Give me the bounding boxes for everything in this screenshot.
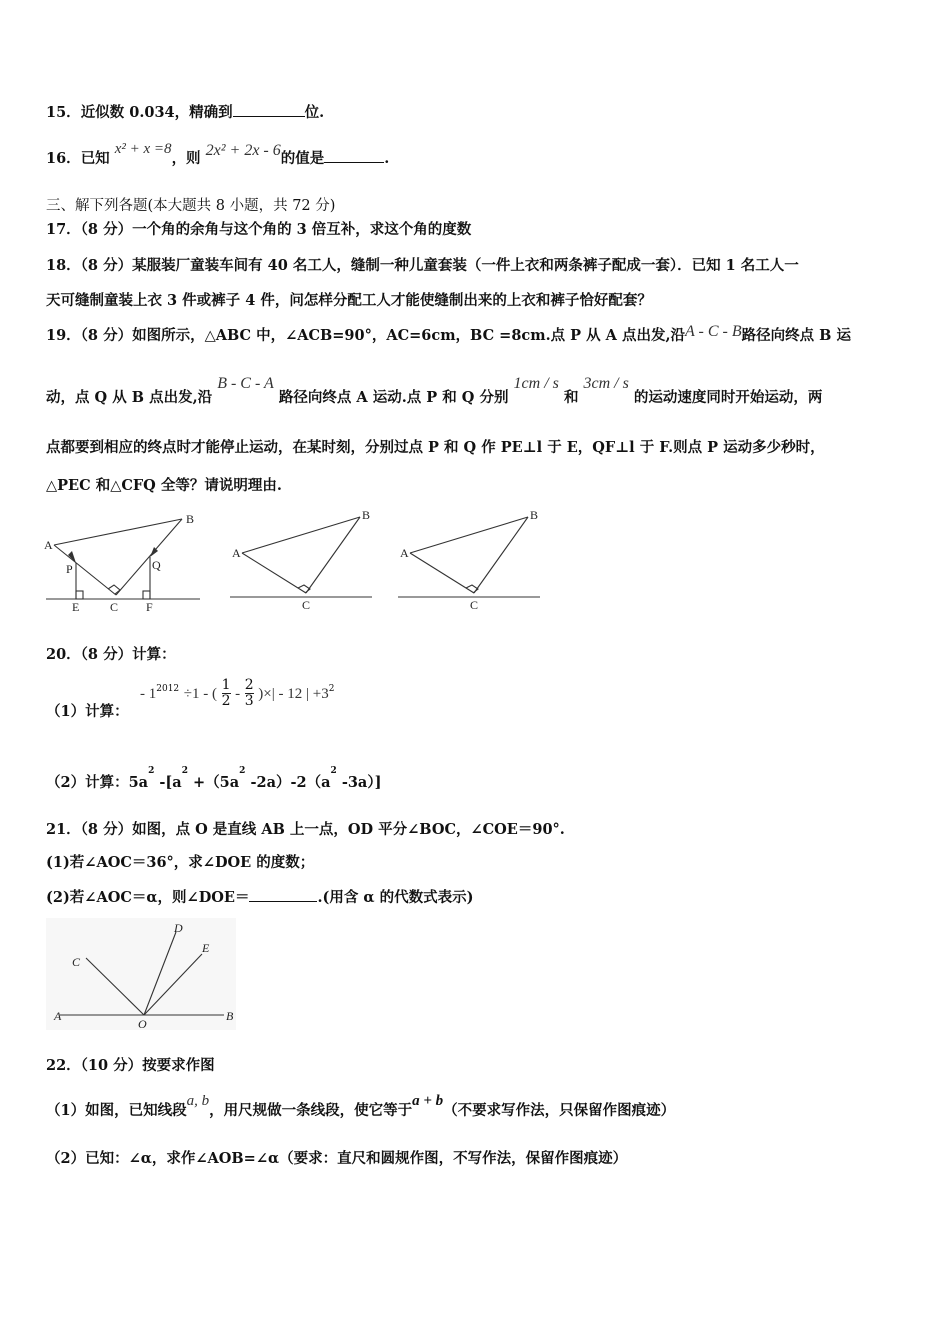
fraction-one-half: $\frac{1}{2}$ [221,677,231,709]
question-20: 20．（8 分）计算： [46,646,176,663]
label-a: A [400,546,409,560]
section-heading: 三、解下列各题(本大题共 8 小题，共 72 分) [46,198,336,214]
question-22-part2: （2）已知：∠α，求作∠AOB=∠α（要求：直尺和圆规作图，不写作法，保留作图痕迹） [46,1150,628,1167]
question-20-part1: （1）计算： [46,703,129,720]
label-q: Q [152,558,161,572]
figure-19 [40,505,560,617]
label-a: A [232,546,241,560]
question-21-line2: (1)若∠AOC＝36°，求∠DOE 的度数； [46,854,315,871]
label-b: B [226,1009,234,1023]
segments-a-b: a, b [186,1093,210,1109]
label-b: B [362,508,371,522]
label-b: B [530,508,539,522]
speed-p: 1cm / s [513,375,559,392]
label-e: E [202,941,210,955]
question-21-line3: (2)若∠AOC＝α，则∠DOE＝ .(用含 α 的代数式表示) [46,889,474,906]
answer-blank [324,148,384,163]
label-d: D [174,921,183,935]
sum-a-b: a + b [412,1093,444,1109]
question-21-line1: 21．（8 分）如图，点 O 是直线 AB 上一点，OD 平分∠BOC，∠COE＝90°. [46,821,565,838]
question-18-line1: 18．（8 分）某服装厂童装车间有 40 名工人，缝制一种儿童套装（一件上衣和两条裤子配成一套）．已知 1 名工人一 [46,257,799,274]
question-22-part1: （1）如图，已知线段a, b，用尺规做一条线段，使它等于a + b（不要求写作法，只保留作图痕迹） [46,1093,676,1119]
label-p: P [66,562,73,576]
answer-blank [249,887,317,902]
question-19-line3: 点都要到相应的终点时才能停止运动，在某时刻，分别过点 P 和 Q 作 PE⊥l 于 E，QF⊥l 于 F.则点 P 运动多少秒时， [46,439,825,456]
fraction-two-thirds: $\frac{2}{3}$ [244,677,254,709]
question-18-line2: 天可缝制童装上衣 3 件或裤子 4 件，问怎样分配工人才能使缝制出来的上衣和裤子恰好配套？ [46,292,652,309]
path-acb: A - C - B [685,323,742,340]
question-19-line4: △PEC 和△CFQ 全等？请说明理由. [46,477,282,494]
answer-blank [233,102,305,117]
label-c: C [470,598,479,612]
label-e: E [72,600,80,614]
speed-q: 3cm / s [583,375,629,392]
question-15: 15．近似数 0.034，精确到 位. [46,104,325,121]
label-c: C [110,600,119,614]
question-16: 16．已知 x² + x =8，则 2x² + 2x - 6的值是 . [46,141,390,167]
label-f: F [146,600,153,614]
question-20-part2: （2）计算：$5a^2$ $-[a^2 +(5a^2$ $-2a)-2(a^2$ -3a）] [46,766,382,791]
label-o: O [138,1017,147,1030]
expression-target: 2x² + 2x - 6 [205,142,281,159]
label-b: B [186,512,195,526]
figure-21 [46,918,236,1030]
expression-part1: - $1^{2012} \div 1$ - ( $\frac{1}{2}$ - $\frac{2}{3}$ )×| - 12 | $+3^2$ [140,677,335,709]
label-c: C [72,955,81,969]
question-22: 22．（10 分）按要求作图 [46,1057,215,1074]
question-19-line2: 动，点 Q 从 B 点出发,沿 B - C - A 路径向终点 A 运动.点 P 和 Q 分别 1cm / s 和 3cm / s 的运动速度同时开始运动，两 [46,375,823,406]
label-a: A [54,1009,62,1023]
label-a: A [44,538,53,552]
label-c: C [302,598,311,612]
question-17: 17．（8 分）一个角的余角与这个角的 3 倍互补，求这个角的度数 [46,221,472,238]
equation-given: x² + x =8 [114,141,172,157]
question-19-line1: 19．（8 分）如图所示，△ABC 中，∠ACB=90°，AC=6cm，BC =8cm.点 P 从 A 点出发,沿A - C - B路径向终点 B 运 [46,323,851,344]
path-bca: B - C - A [217,375,274,392]
